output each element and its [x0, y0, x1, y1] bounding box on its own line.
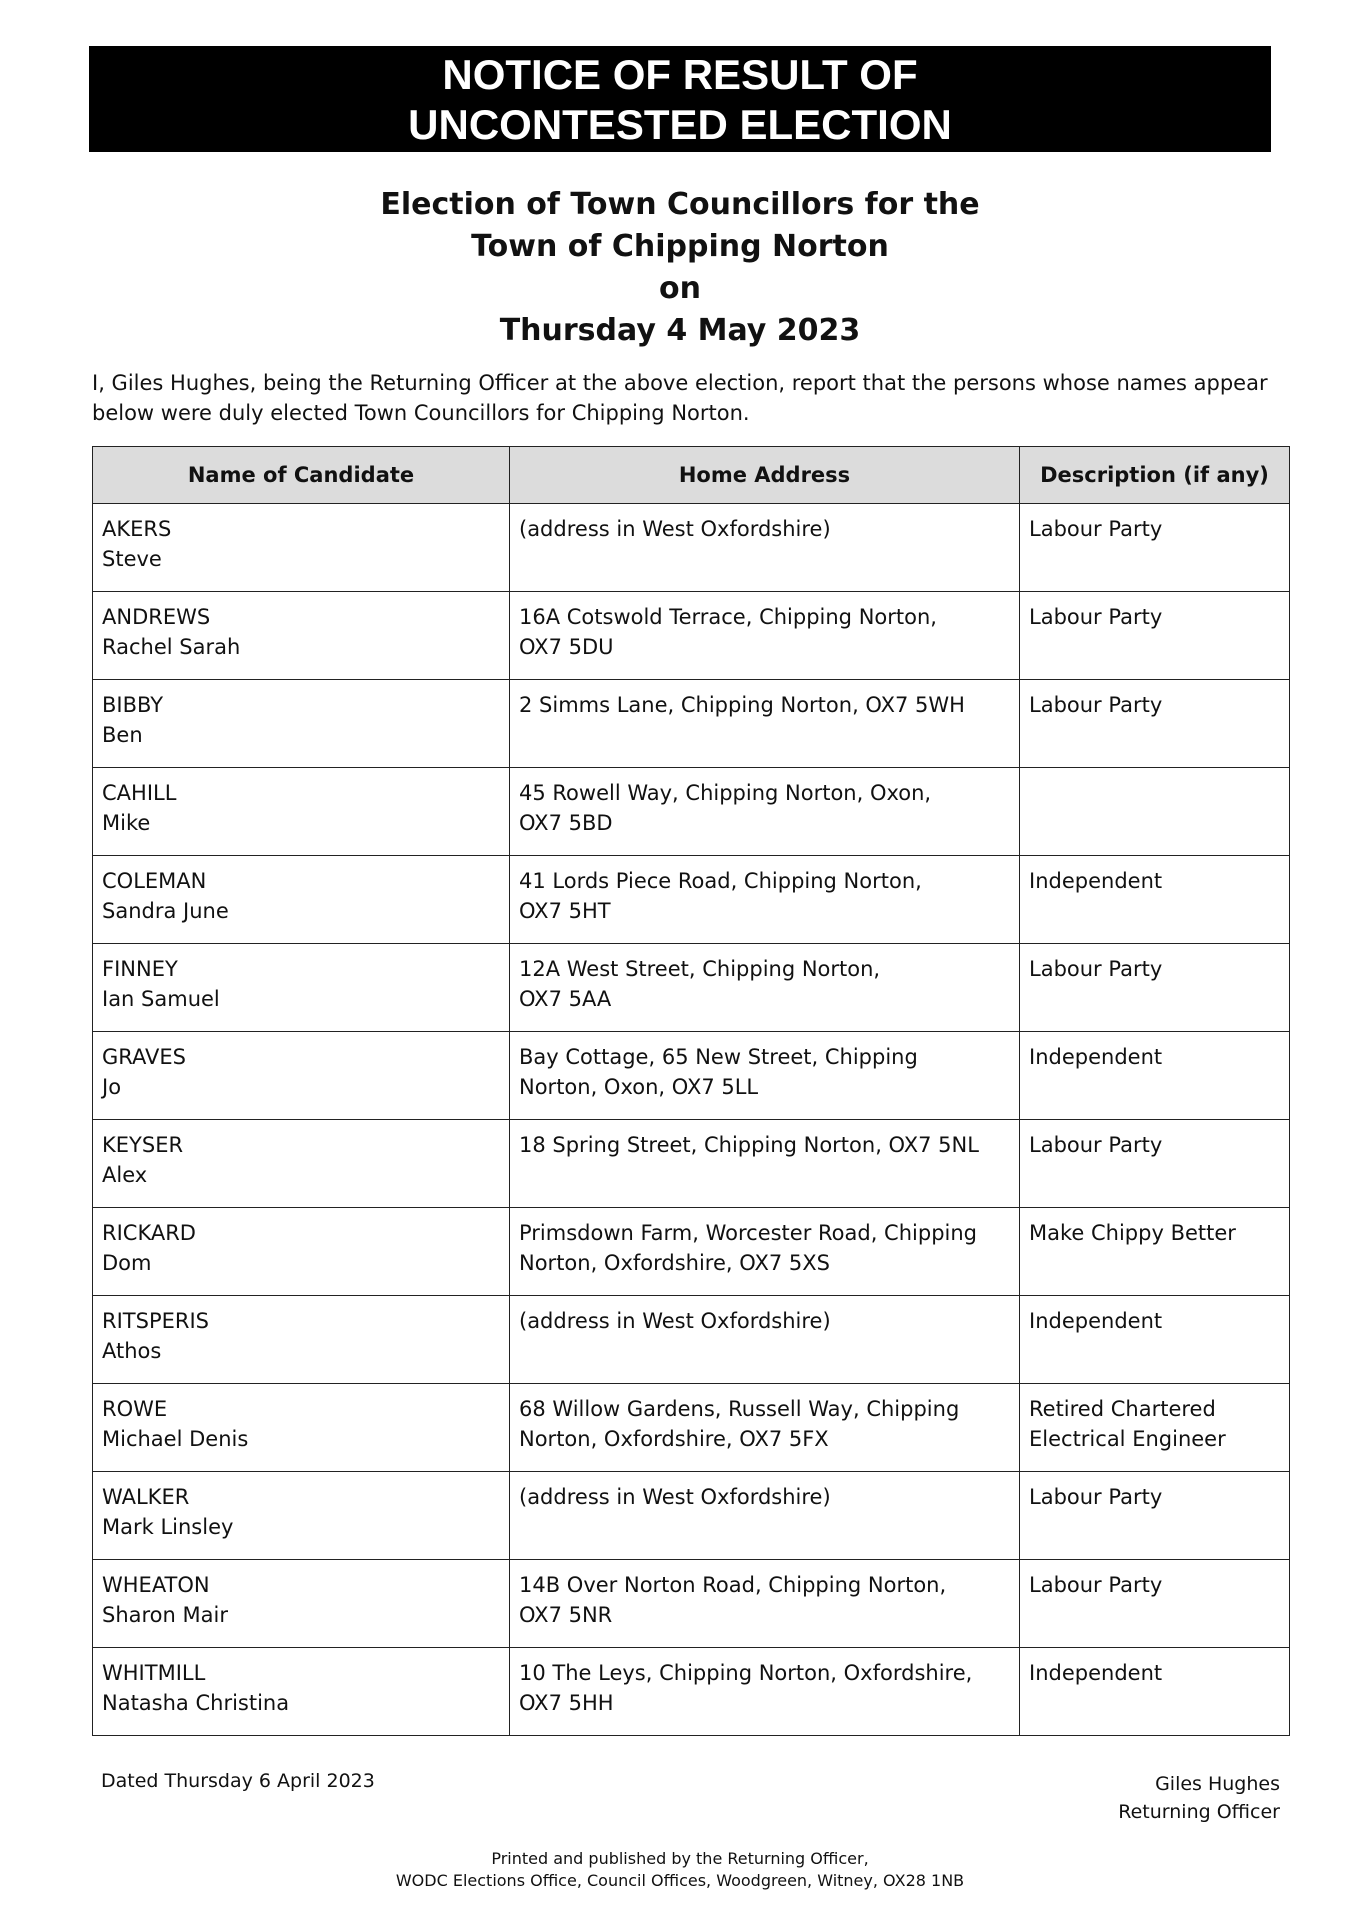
election-heading: [89, 184, 1271, 352]
candidates-table: [92, 446, 1290, 1736]
address-line-1: Primsdown Farm, Worcester Road, Chipping: [519, 1221, 978, 1245]
candidate-description-cell: [1020, 856, 1290, 944]
banner-line-1: NOTICE OF RESULT OF: [442, 51, 918, 98]
candidate-name-cell: [93, 680, 510, 768]
description-line-1: Labour Party: [1029, 1573, 1163, 1597]
candidate-address-cell: [510, 856, 1020, 944]
imprint-line-1: Printed and published by the Returning Officer,: [491, 1849, 869, 1868]
candidate-description-cell: [1020, 1648, 1290, 1736]
candidate-description-cell: [1020, 1472, 1290, 1560]
header-address: Home Address: [510, 447, 1020, 504]
candidate-surname: COLEMAN: [102, 869, 207, 893]
candidate-name-cell: [93, 768, 510, 856]
candidate-name-cell: [93, 1296, 510, 1384]
table-row: [93, 1472, 1290, 1560]
header-name: Name of Candidate: [93, 447, 510, 504]
banner-line-2: UNCONTESTED ELECTION: [408, 101, 952, 148]
candidate-address-cell: [510, 944, 1020, 1032]
address-line-1: 14B Over Norton Road, Chipping Norton,: [519, 1573, 947, 1597]
candidate-name-cell: [93, 1560, 510, 1648]
table-header-row: [93, 447, 1290, 504]
candidate-name-cell: [93, 592, 510, 680]
signatory-name: Giles Hughes: [1155, 1773, 1280, 1795]
description-line-1: Labour Party: [1029, 1133, 1163, 1157]
description-line-1: Labour Party: [1029, 1485, 1163, 1509]
candidate-surname: GRAVES: [102, 1045, 186, 1069]
address-line-1: 10 The Leys, Chipping Norton, Oxfordshire,: [519, 1661, 973, 1685]
address-line-2: OX7 5BD: [519, 811, 613, 835]
address-line-1: 45 Rowell Way, Chipping Norton, Oxon,: [519, 781, 932, 805]
candidate-forenames: Jo: [102, 1075, 122, 1099]
candidate-forenames: Alex: [102, 1163, 148, 1187]
candidate-surname: RICKARD: [102, 1221, 196, 1245]
candidate-forenames: Athos: [102, 1339, 162, 1363]
candidate-address-cell: [510, 504, 1020, 592]
intro-paragraph: I, Giles Hughes, being the Returning Officer at the above election, report that the persons whose names appear below were duly elected Town Councillors for Chipping Norton.: [92, 371, 1268, 425]
candidate-forenames: Mike: [102, 811, 151, 835]
candidate-forenames: Ben: [102, 723, 143, 747]
heading-line-3: on: [659, 271, 701, 306]
table-row: [93, 944, 1290, 1032]
candidate-surname: FINNEY: [102, 957, 178, 981]
candidate-description-cell: [1020, 1208, 1290, 1296]
candidate-address-cell: [510, 1384, 1020, 1472]
candidate-surname: RITSPERIS: [102, 1309, 209, 1333]
table-row: [93, 1296, 1290, 1384]
candidate-description-cell: [1020, 1384, 1290, 1472]
description-line-2: Electrical Engineer: [1029, 1427, 1226, 1451]
heading-line-2: Town of Chipping Norton: [471, 229, 889, 264]
address-line-1: 18 Spring Street, Chipping Norton, OX7 5NL: [519, 1133, 979, 1157]
candidate-address-cell: [510, 592, 1020, 680]
description-line-1: Retired Chartered: [1029, 1397, 1216, 1421]
description-line-1: Independent: [1029, 869, 1163, 893]
candidate-surname: CAHILL: [102, 781, 177, 805]
table-row: [93, 1560, 1290, 1648]
candidate-description-cell: [1020, 592, 1290, 680]
candidate-surname: ANDREWS: [102, 605, 211, 629]
table-row: [93, 1648, 1290, 1736]
candidate-name-cell: [93, 1472, 510, 1560]
table-row: [93, 504, 1290, 592]
imprint-footer: [89, 1848, 1271, 1892]
heading-line-4: Thursday 4 May 2023: [499, 313, 861, 348]
candidate-surname: BIBBY: [102, 693, 164, 717]
candidate-forenames: Sandra June: [102, 899, 229, 923]
table-row: [93, 1120, 1290, 1208]
address-line-1: (address in West Oxfordshire): [519, 517, 831, 541]
candidate-address-cell: [510, 1032, 1020, 1120]
header-description: Description (if any): [1020, 447, 1290, 504]
candidate-name-cell: [93, 504, 510, 592]
description-line-1: Labour Party: [1029, 605, 1163, 629]
candidate-surname: KEYSER: [102, 1133, 184, 1157]
candidate-description-cell: [1020, 768, 1290, 856]
description-line-1: Independent: [1029, 1045, 1163, 1069]
address-line-1: 41 Lords Piece Road, Chipping Norton,: [519, 869, 922, 893]
candidate-description-cell: [1020, 944, 1290, 1032]
notice-banner: [89, 46, 1271, 152]
candidate-address-cell: [510, 768, 1020, 856]
candidate-forenames: Steve: [102, 547, 162, 571]
address-line-2: OX7 5HT: [519, 899, 611, 923]
address-line-1: (address in West Oxfordshire): [519, 1309, 831, 1333]
candidate-address-cell: [510, 680, 1020, 768]
table-row: [93, 1384, 1290, 1472]
candidate-address-cell: [510, 1560, 1020, 1648]
heading-line-1: Election of Town Councillors for the: [380, 187, 980, 222]
candidate-address-cell: [510, 1208, 1020, 1296]
imprint-line-2: WODC Elections Office, Council Offices, Woodgreen, Witney, OX28 1NB: [395, 1871, 965, 1890]
candidate-name-cell: [93, 1032, 510, 1120]
dated-line: Dated Thursday 6 April 2023: [101, 1770, 375, 1792]
table-row: [93, 1208, 1290, 1296]
address-line-2: Norton, Oxon, OX7 5LL: [519, 1075, 759, 1099]
address-line-1: 12A West Street, Chipping Norton,: [519, 957, 881, 981]
table-row: [93, 768, 1290, 856]
address-line-1: (address in West Oxfordshire): [519, 1485, 831, 1509]
candidate-description-cell: [1020, 1296, 1290, 1384]
candidate-name-cell: [93, 1208, 510, 1296]
table-row: [93, 1032, 1290, 1120]
candidate-surname: WHITMILL: [102, 1661, 206, 1685]
signatory-title: Returning Officer: [1118, 1801, 1280, 1823]
candidate-address-cell: [510, 1120, 1020, 1208]
address-line-2: OX7 5DU: [519, 635, 614, 659]
address-line-2: Norton, Oxfordshire, OX7 5FX: [519, 1427, 829, 1451]
candidate-description-cell: [1020, 1120, 1290, 1208]
candidate-address-cell: [510, 1648, 1020, 1736]
candidate-name-cell: [93, 856, 510, 944]
candidate-name-cell: [93, 1648, 510, 1736]
candidate-surname: WALKER: [102, 1485, 190, 1509]
address-line-2: OX7 5NR: [519, 1603, 613, 1627]
candidate-surname: ROWE: [102, 1397, 168, 1421]
description-line-1: Labour Party: [1029, 517, 1163, 541]
candidate-forenames: Rachel Sarah: [102, 635, 241, 659]
candidate-description-cell: [1020, 504, 1290, 592]
candidate-forenames: Mark Linsley: [102, 1515, 234, 1539]
description-line-1: Independent: [1029, 1661, 1163, 1685]
candidate-name-cell: [93, 944, 510, 1032]
candidate-forenames: Ian Samuel: [102, 987, 220, 1011]
candidate-address-cell: [510, 1296, 1020, 1384]
description-line-1: Labour Party: [1029, 693, 1163, 717]
address-line-1: Bay Cottage, 65 New Street, Chipping: [519, 1045, 918, 1069]
signature-block: [1118, 1770, 1280, 1826]
address-line-2: OX7 5HH: [519, 1691, 614, 1715]
table-row: [93, 592, 1290, 680]
address-line-2: OX7 5AA: [519, 987, 612, 1011]
candidate-surname: WHEATON: [102, 1573, 210, 1597]
candidate-name-cell: [93, 1120, 510, 1208]
description-line-1: Labour Party: [1029, 957, 1163, 981]
candidate-description-cell: [1020, 1032, 1290, 1120]
candidate-address-cell: [510, 1472, 1020, 1560]
candidate-description-cell: [1020, 1560, 1290, 1648]
table-row: [93, 680, 1290, 768]
table-row: [93, 856, 1290, 944]
candidate-name-cell: [93, 1384, 510, 1472]
address-line-1: 68 Willow Gardens, Russell Way, Chipping: [519, 1397, 960, 1421]
description-line-1: Independent: [1029, 1309, 1163, 1333]
candidate-surname: AKERS: [102, 517, 172, 541]
description-line-1: Make Chippy Better: [1029, 1221, 1236, 1245]
address-line-2: Norton, Oxfordshire, OX7 5XS: [519, 1251, 830, 1275]
address-line-1: 16A Cotswold Terrace, Chipping Norton,: [519, 605, 937, 629]
candidate-description-cell: [1020, 680, 1290, 768]
candidate-forenames: Michael Denis: [102, 1427, 249, 1451]
address-line-1: 2 Simms Lane, Chipping Norton, OX7 5WH: [519, 693, 965, 717]
candidate-forenames: Sharon Mair: [102, 1603, 228, 1627]
candidate-forenames: Natasha Christina: [102, 1691, 290, 1715]
candidate-forenames: Dom: [102, 1251, 152, 1275]
